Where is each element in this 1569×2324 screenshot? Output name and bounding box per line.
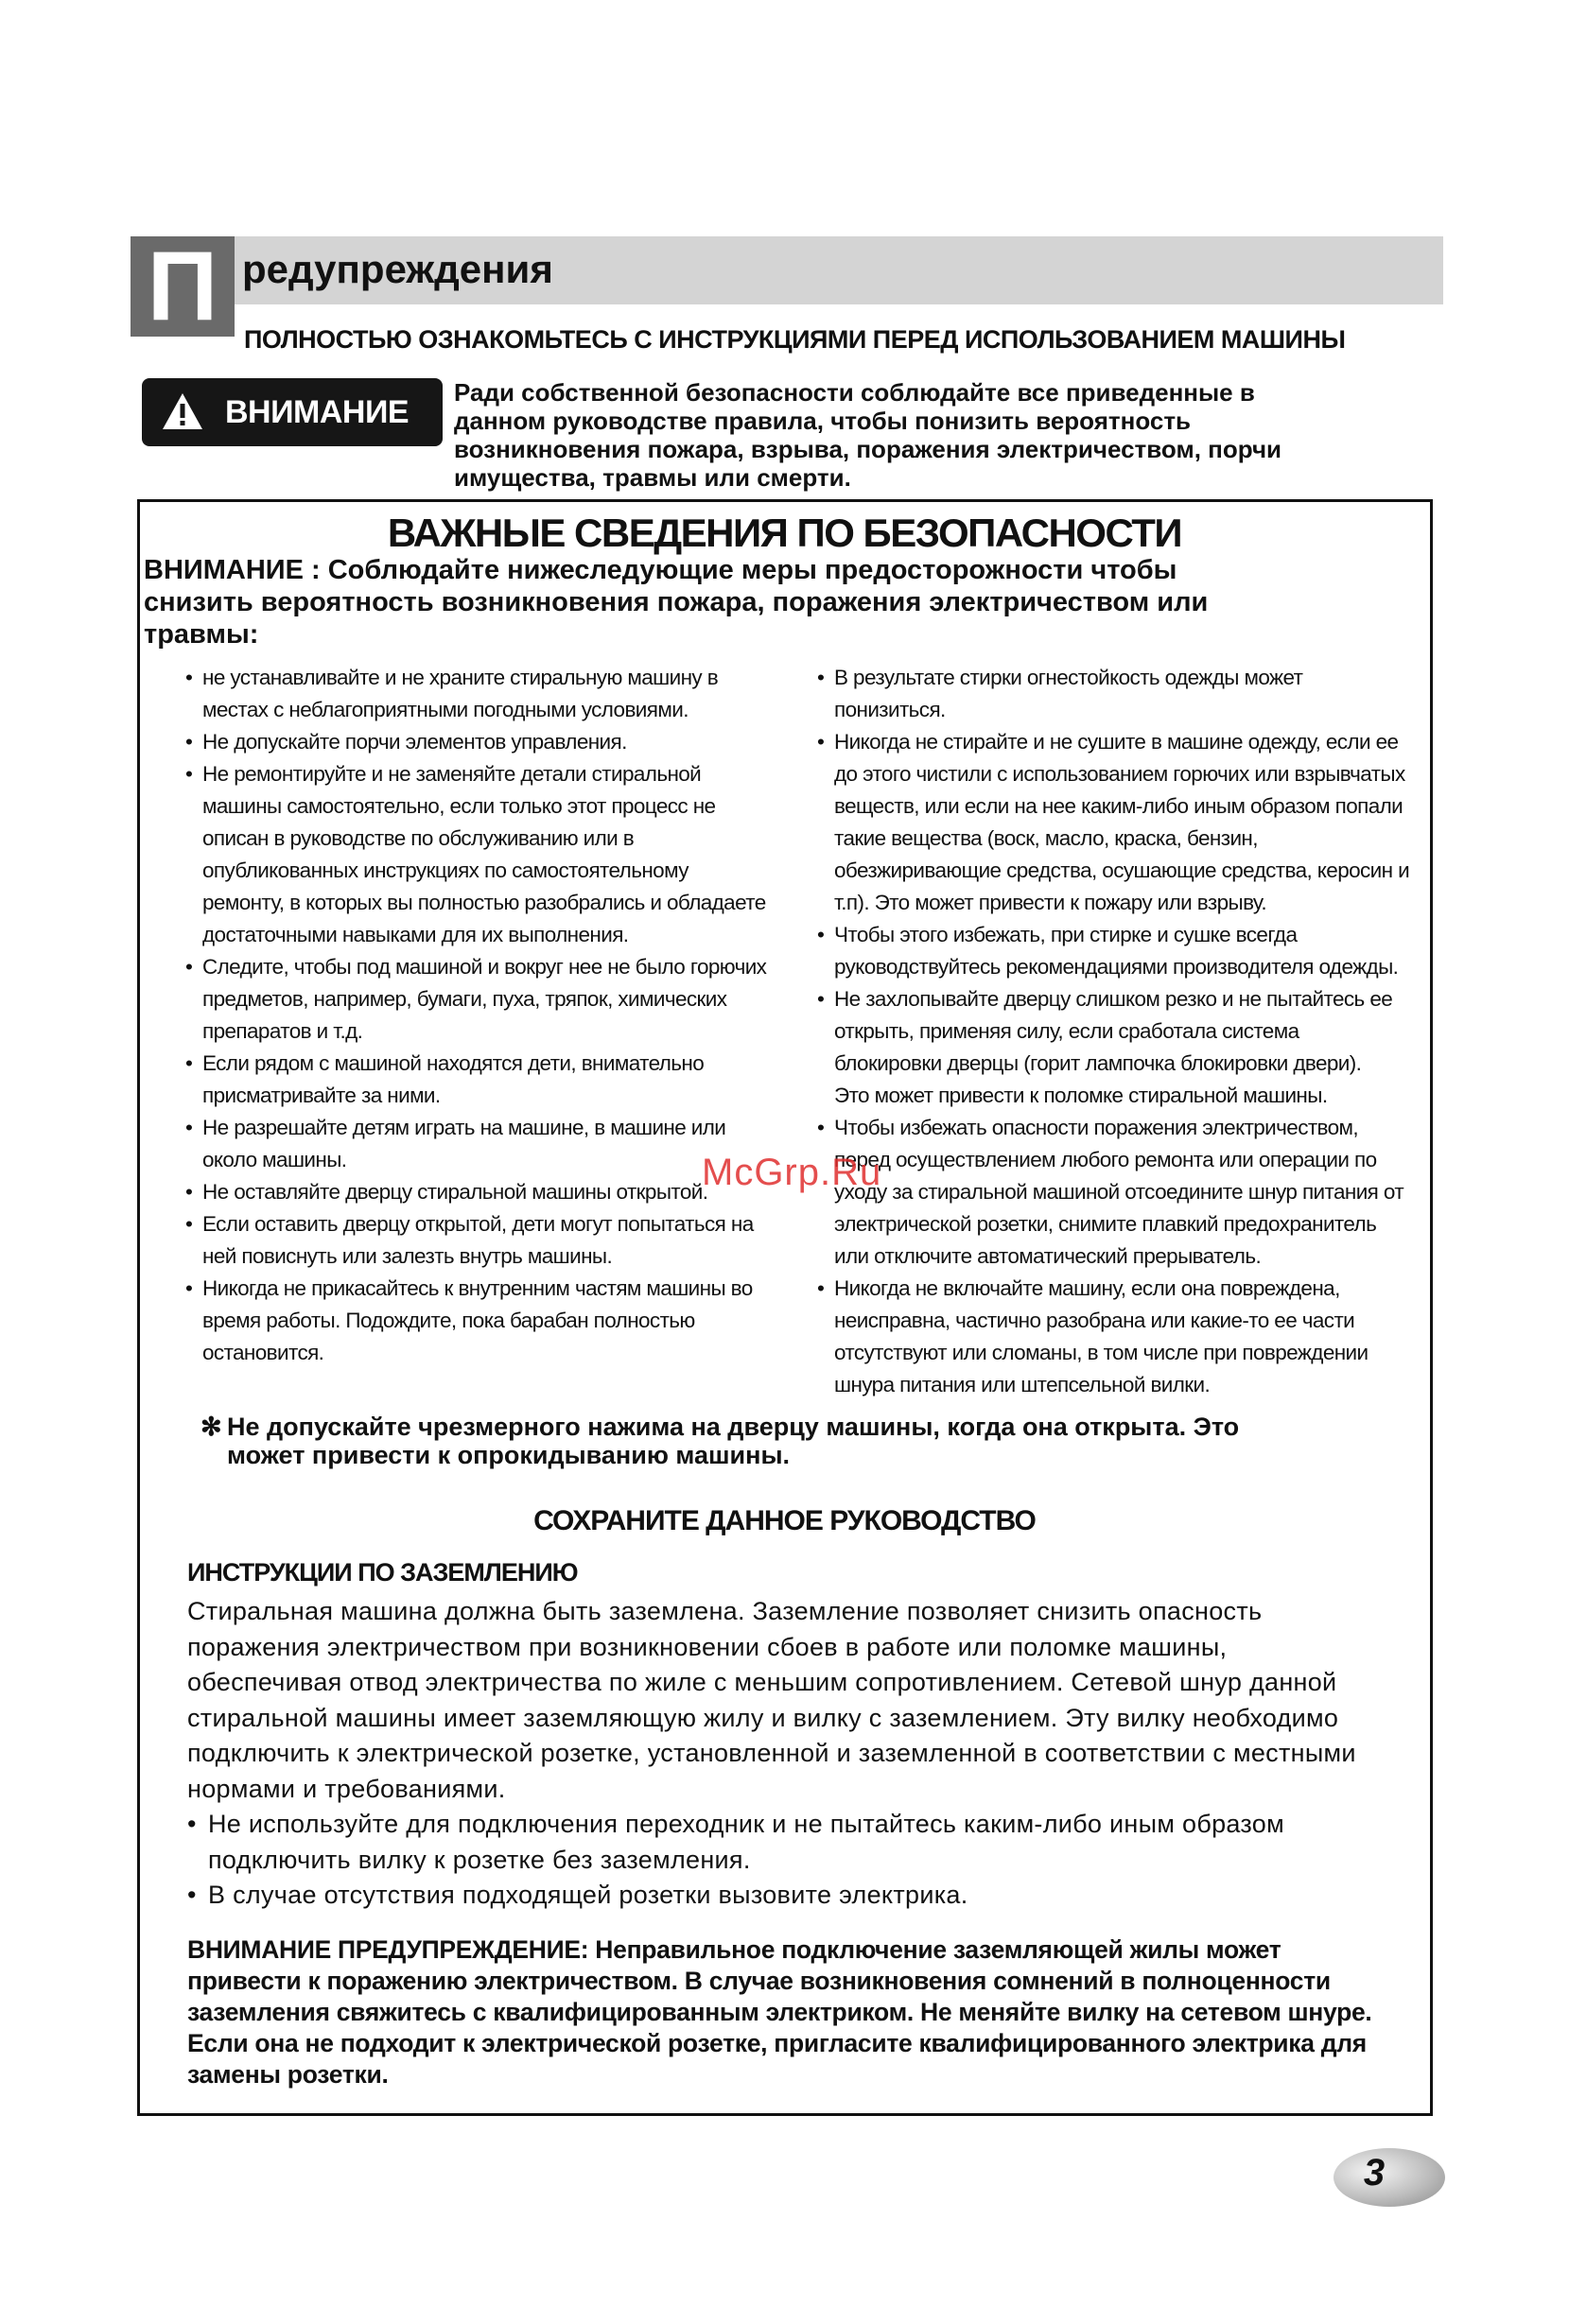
- safety-list-line: электрической розетки, снимите плавкий предохранитель: [834, 1212, 1377, 1236]
- safety-list-line: неисправна, частично разобрана или какие-то ее части: [834, 1309, 1355, 1332]
- save-manual-heading: СОХРАНИТЕ ДАННОЕ РУКОВОДСТВО: [533, 1505, 1036, 1536]
- safety-list-line: ней повиснуть или залезть внутрь машины.: [202, 1244, 613, 1268]
- bullet-icon: •: [817, 987, 825, 1011]
- intro-text: [454, 378, 1400, 492]
- safety-list-item: [185, 951, 791, 1048]
- asterisk-icon: ✻: [200, 1413, 222, 1441]
- caution-line: снизить вероятность возникновения пожара, поражения электричеством или: [144, 587, 1209, 617]
- note-line: Не допускайте чрезмерного нажима на дверцу машины, когда она открыта. Это: [227, 1413, 1240, 1441]
- safety-list-item: [185, 662, 791, 726]
- bullet-icon: •: [187, 1881, 197, 1909]
- safety-list-line: Не допускайте порчи элементов управления.: [202, 730, 627, 754]
- safety-list-line: Чтобы этого избежать, при стирке и сушке всегда: [834, 923, 1298, 946]
- safety-list-line: Следите, чтобы под машиной и вокруг нее не было горючих: [202, 955, 767, 979]
- safety-list-line: обезжиривающие средства, осушающие средства, керосин и: [834, 858, 1410, 882]
- bullet-icon: •: [185, 1212, 193, 1236]
- bullet-icon: •: [817, 1116, 825, 1139]
- grounding-line: обеспечивая отвод электричества по жиле с меньшим сопротивлением. Сетевой шнур данной: [187, 1668, 1337, 1696]
- grounding-bullet-line: подключить вилку к розетке без заземления.: [208, 1845, 751, 1874]
- safety-list-line: Чтобы избежать опасности поражения электричеством,: [834, 1116, 1359, 1139]
- safety-list-line: Никогда не прикасайтесь к внутренним частям машины во: [202, 1276, 753, 1300]
- intro-line: имущества, травмы или смерти.: [454, 463, 851, 492]
- safety-list-line: руководствуйтесь рекомендациями производителя одежды.: [834, 955, 1399, 979]
- safety-list-line: Если оставить дверцу открытой, дети могут попытаться на: [202, 1212, 754, 1236]
- bullet-icon: •: [185, 1180, 193, 1204]
- safety-list-line: не устанавливайте и не храните стиральную машину в: [202, 666, 719, 689]
- caution-line: ВНИМАНИЕ : Соблюдайте нижеследующие меры предосторожности чтобы: [144, 555, 1177, 585]
- safety-list-line: Если рядом с машиной находятся дети, внимательно: [202, 1051, 705, 1075]
- safety-list-item: [185, 1176, 791, 1208]
- bullet-icon: •: [817, 666, 825, 689]
- grounding-bullet-line: В случае отсутствия подходящей розетки вызовите электрика.: [208, 1881, 968, 1909]
- safety-list-item: [185, 726, 791, 758]
- page-number-badge: [1334, 2148, 1445, 2207]
- grounding-bullet-line: Не используйте для подключения переходник и не пытайтесь каким-либо иным образом: [208, 1810, 1284, 1838]
- watermark: McGrp.Ru: [702, 1152, 882, 1193]
- safety-list-line: около машины.: [202, 1148, 347, 1171]
- safety-list-line: машины самостоятельно, если только этот процесс не: [202, 794, 716, 818]
- safety-list-line: Не оставляйте дверцу стиральной машины открытой.: [202, 1180, 708, 1204]
- safety-list-line: Это может привести к поломке стиральной машины.: [834, 1084, 1328, 1107]
- safety-list-line: перед осуществлением любого ремонта или операции по: [834, 1148, 1377, 1171]
- bullet-icon: •: [817, 923, 825, 946]
- bullet-icon: •: [187, 1810, 197, 1838]
- caution-line: травмы:: [144, 619, 259, 650]
- safety-list-line: веществ, или если на нее каким-либо иным образом попали: [834, 794, 1403, 818]
- bullet-icon: •: [817, 1276, 825, 1300]
- safety-list-line: присматривайте за ними.: [202, 1084, 441, 1107]
- safety-list-line: уходу за стиральной машиной отсоедините шнур питания от: [834, 1180, 1404, 1204]
- page-subtitle: ПОЛНОСТЬЮ ОЗНАКОМЬТЕСЬ С ИНСТРУКЦИЯМИ ПЕРЕД ИСПОЛЬЗОВАНИЕМ МАШИНЫ: [244, 325, 1346, 354]
- header-initial-letter: П: [131, 236, 235, 337]
- safety-list-line: Не разрешайте детям играть на машине, в машине или: [202, 1116, 726, 1139]
- safety-list-item: [185, 1273, 791, 1369]
- final-line: ВНИМАНИЕ ПРЕДУПРЕЖДЕНИЕ: Неправильное подключение заземляющей жилы может: [187, 1935, 1281, 1964]
- bullet-icon: •: [185, 955, 193, 979]
- grounding-line: Стиральная машина должна быть заземлена. Заземление позволяет снизить опасность: [187, 1597, 1263, 1625]
- intro-line: данном руководстве правила, чтобы понизить вероятность: [454, 407, 1192, 435]
- safety-list-line: В результате стирки огнестойкость одежды может: [834, 666, 1303, 689]
- grounding-paragraph: [187, 1594, 1426, 1807]
- bullet-icon: •: [817, 730, 825, 754]
- warning-badge-label: ВНИМАНИЕ: [225, 394, 410, 430]
- safety-title: ВАЖНЫЕ СВЕДЕНИЯ ПО БЕЗОПАСНОСТИ: [387, 511, 1182, 555]
- grounding-warning: [187, 1934, 1426, 2090]
- safety-list-line: опубликованных инструкциях по самостоятельному: [202, 858, 689, 882]
- final-line: замены розетки.: [187, 2060, 389, 2089]
- safety-list-line: до этого чистили с использованием горючих или взрывчатых: [834, 762, 1405, 786]
- safety-list-line: т.п). Это может привести к пожару или взрыву.: [834, 891, 1266, 914]
- grounding-heading: ИНСТРУКЦИИ ПО ЗАЗЕМЛЕНИЮ: [187, 1558, 578, 1587]
- bullet-icon: •: [185, 1051, 193, 1075]
- warning-badge: [142, 378, 443, 446]
- bullet-icon: •: [185, 1116, 193, 1139]
- warning-triangle-icon: [161, 391, 204, 431]
- safety-list-item: [817, 662, 1422, 726]
- safety-list-line: достаточными навыками для их выполнения.: [202, 923, 629, 946]
- caution-text: [144, 554, 1411, 650]
- safety-list-line: блокировки дверцы (горит лампочка блокировки двери).: [834, 1051, 1362, 1075]
- intro-line: возникновения пожара, взрыва, поражения электричеством, порчи: [454, 435, 1282, 463]
- grounding-bullet: [187, 1878, 1426, 1914]
- right-column: [817, 662, 1422, 1401]
- final-line: привести к поражению электричеством. В случае возникновения сомнений в полноценности: [187, 1967, 1331, 1995]
- page-number: 3: [1363, 2152, 1386, 2194]
- safety-list-line: открыть, применяя силу, если сработала система: [834, 1019, 1299, 1043]
- safety-list-line: предметов, например, бумаги, пуха, тряпок, химических: [202, 987, 727, 1011]
- safety-list-line: отсутствуют или сломаны, в том числе при повреждении: [834, 1341, 1369, 1364]
- safety-list-item: [817, 726, 1422, 919]
- safety-list-line: понизиться.: [834, 698, 946, 721]
- safety-list-line: Никогда не включайте машину, если она повреждена,: [834, 1276, 1340, 1300]
- safety-list-line: такие вещества (воск, масло, краска, бензин,: [834, 826, 1258, 850]
- safety-list-line: местах с неблагоприятными погодными условиями.: [202, 698, 689, 721]
- safety-list-line: ремонту, в которых вы полностью разобрались и обладаете: [202, 891, 766, 914]
- grounding-line: поражения электричеством при возникновении сбоев в работе или поломке машины,: [187, 1632, 1228, 1661]
- safety-list-item: [185, 1208, 791, 1273]
- safety-list-line: Не захлопывайте дверцу слишком резко и не пытайтесь ее: [834, 987, 1393, 1011]
- bullet-icon: •: [185, 730, 193, 754]
- safety-list-line: шнура питания или штепсельной вилки.: [834, 1373, 1211, 1396]
- safety-list-item: [185, 758, 791, 951]
- door-pressure-note: [200, 1413, 1430, 1469]
- safety-list-item: [817, 1273, 1422, 1401]
- left-column: [185, 662, 791, 1369]
- final-line: Если она не подходит к электрической розетке, пригласите квалифицированного электрика для: [187, 2029, 1367, 2057]
- grounding-line: подключить к электрической розетке, установленной и заземленной в соответствии с местными: [187, 1739, 1356, 1767]
- note-line: может привести к опрокидыванию машины.: [227, 1441, 791, 1469]
- page-title: редупреждения: [242, 247, 553, 291]
- intro-line: Ради собственной безопасности соблюдайте все приведенные в: [454, 378, 1255, 407]
- safety-list-line: препаратов и т.д.: [202, 1019, 363, 1043]
- safety-list-line: описан в руководстве по обслуживанию или в: [202, 826, 635, 850]
- safety-list-item: [817, 1112, 1422, 1273]
- safety-list-item: [817, 983, 1422, 1112]
- bullet-icon: •: [185, 666, 193, 689]
- safety-list-item: [817, 919, 1422, 983]
- safety-list-item: [185, 1112, 791, 1176]
- safety-list-line: время работы. Подождите, пока барабан полностью: [202, 1309, 695, 1332]
- final-line: заземления свяжитесь с квалифицированным электриком. Не меняйте вилку на сетевом шнуре.: [187, 1998, 1372, 2026]
- safety-list-line: Никогда не стирайте и не сушите в машине одежду, если ее: [834, 730, 1399, 754]
- bullet-icon: •: [185, 1276, 193, 1300]
- bullet-icon: •: [185, 762, 193, 786]
- grounding-line: нормами и требованиями.: [187, 1774, 506, 1803]
- grounding-bullet: [187, 1807, 1426, 1878]
- safety-list-line: или отключите автоматический прерыватель.: [834, 1244, 1262, 1268]
- grounding-line: стиральной машины имеет заземляющую жилу и вилку с заземлением. Эту вилку необходимо: [187, 1703, 1339, 1732]
- safety-list-line: Не ремонтируйте и не заменяйте детали стиральной: [202, 762, 702, 786]
- safety-list-item: [185, 1048, 791, 1112]
- safety-list-line: остановится.: [202, 1341, 324, 1364]
